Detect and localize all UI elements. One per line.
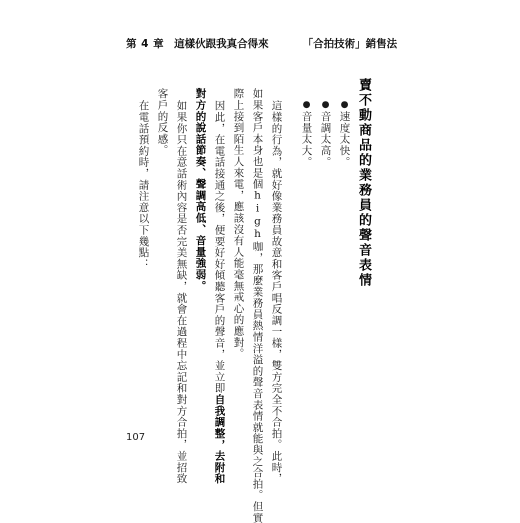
series-title: 「合拍技術」銷售法 <box>302 38 398 50</box>
body-line: 在電話預約時，請注意以下幾點： <box>137 100 150 270</box>
body-line <box>214 100 225 484</box>
running-header <box>126 36 398 51</box>
body-line: 客戶的反感。 <box>156 88 169 156</box>
body-line: 如果你只在意話術內容是否完美無缺，就會在過程中忘記和對方合拍，並招致 <box>175 100 188 485</box>
emphasis-text: 自我調整，去附和 <box>213 393 226 485</box>
bullet-item: ●速度太快。 <box>338 100 351 168</box>
section-title: 賣不動商品的業務員的聲音表情 <box>356 78 371 288</box>
body-line: 如果客戶本身也是個high咖，那麼業務員熱情洋溢的聲音表情就能與之合拍。但實 <box>251 88 264 523</box>
body-line: 際上接到陌生人來電，應該沒有人能毫無戒心的應對。 <box>232 88 245 360</box>
body-text: 因此，在電話接通之後，便要好好傾聽客戶的聲音，並立即 <box>213 100 226 394</box>
body-line: 這樣的行為，就好像業務員故意和客戶唱反調一樣，雙方完全不合拍。此時， <box>270 100 283 485</box>
chapter-title: 這樣伙跟我真合得來 <box>174 38 269 50</box>
bullet-item: ●音量太大。 <box>300 100 313 168</box>
emphasis-line: 對方的說話節奏、聲調高低、音量強弱。 <box>194 88 207 292</box>
bullet-item: ●音調太高。 <box>319 100 332 168</box>
page-number: 107 <box>126 432 146 443</box>
chapter-number: 第 4 章 <box>126 38 165 50</box>
